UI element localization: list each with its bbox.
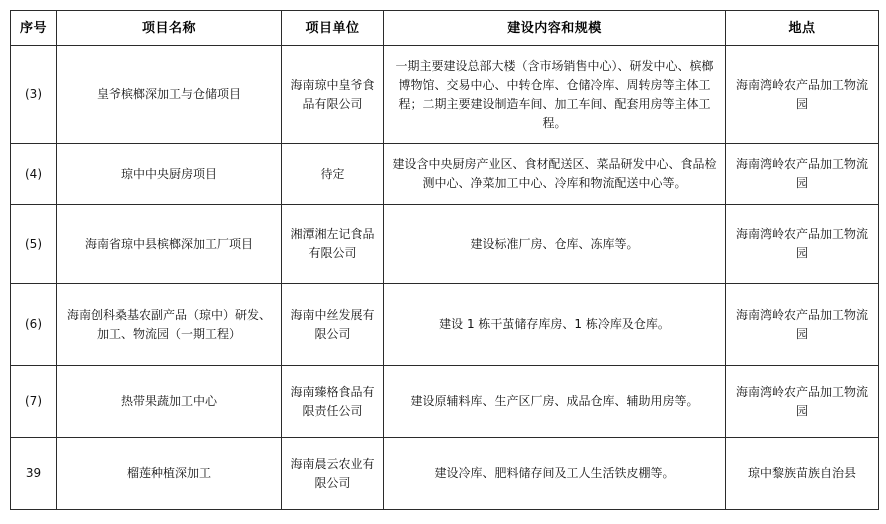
cell-project-unit: 湘潭湘左记食品有限公司 [282, 205, 384, 284]
cell-construction-content: 建设标准厂房、仓库、冻库等。 [384, 205, 726, 284]
cell-no: (5) [11, 205, 57, 284]
header-no: 序号 [11, 11, 57, 46]
cell-no: (6) [11, 284, 57, 366]
cell-project-unit: 海南琼中皇爷食品有限公司 [282, 46, 384, 144]
header-row [11, 11, 879, 46]
cell-location: 海南湾岭农产品加工物流园 [726, 366, 879, 438]
cell-project-name: 琼中中央厨房项目 [57, 144, 282, 205]
header-project-unit: 项目单位 [282, 11, 384, 46]
table-header [11, 11, 879, 46]
cell-location: 琼中黎族苗族自治县 [726, 438, 879, 510]
cell-location: 海南湾岭农产品加工物流园 [726, 284, 879, 366]
cell-location: 海南湾岭农产品加工物流园 [726, 46, 879, 144]
cell-construction-content: 建设 1 栋干茧储存库房、1 栋冷库及仓库。 [384, 284, 726, 366]
cell-project-unit: 海南臻格食品有限责任公司 [282, 366, 384, 438]
header-location: 地点 [726, 11, 879, 46]
cell-construction-content: 一期主要建设总部大楼（含市场销售中心）、研发中心、槟榔博物馆、交易中心、中转仓库、仓储冷库、周转房等主体工程；二期主要建设制造车间、加工车间、配套用房等主体工程。 [384, 46, 726, 144]
cell-construction-content: 建设含中央厨房产业区、食材配送区、菜品研发中心、食品检测中心、净菜加工中心、冷库和物流配送中心等。 [384, 144, 726, 205]
cell-construction-content: 建设原辅料库、生产区厂房、成品仓库、辅助用房等。 [384, 366, 726, 438]
cell-project-name: 皇爷槟榔深加工与仓储项目 [57, 46, 282, 144]
header-construction-content: 建设内容和规模 [384, 11, 726, 46]
table-row [11, 366, 879, 438]
table-row [11, 144, 879, 205]
cell-no: (7) [11, 366, 57, 438]
cell-no: 39 [11, 438, 57, 510]
cell-no: (3) [11, 46, 57, 144]
table-row [11, 46, 879, 144]
cell-location: 海南湾岭农产品加工物流园 [726, 205, 879, 284]
cell-project-unit: 海南中丝发展有限公司 [282, 284, 384, 366]
cell-project-unit: 海南晨云农业有限公司 [282, 438, 384, 510]
cell-project-name: 海南创科桑基农副产品（琼中）研发、加工、物流园（一期工程） [57, 284, 282, 366]
cell-location: 海南湾岭农产品加工物流园 [726, 144, 879, 205]
cell-project-unit: 待定 [282, 144, 384, 205]
header-project-name: 项目名称 [57, 11, 282, 46]
cell-no: (4) [11, 144, 57, 205]
cell-project-name: 热带果蔬加工中心 [57, 366, 282, 438]
cell-construction-content: 建设冷库、肥料储存间及工人生活铁皮棚等。 [384, 438, 726, 510]
table-body [11, 46, 879, 510]
table-row [11, 284, 879, 366]
cell-project-name: 海南省琼中县槟榔深加工厂项目 [57, 205, 282, 284]
table-row [11, 438, 879, 510]
project-table [10, 10, 879, 510]
table-row [11, 205, 879, 284]
cell-project-name: 榴莲种植深加工 [57, 438, 282, 510]
